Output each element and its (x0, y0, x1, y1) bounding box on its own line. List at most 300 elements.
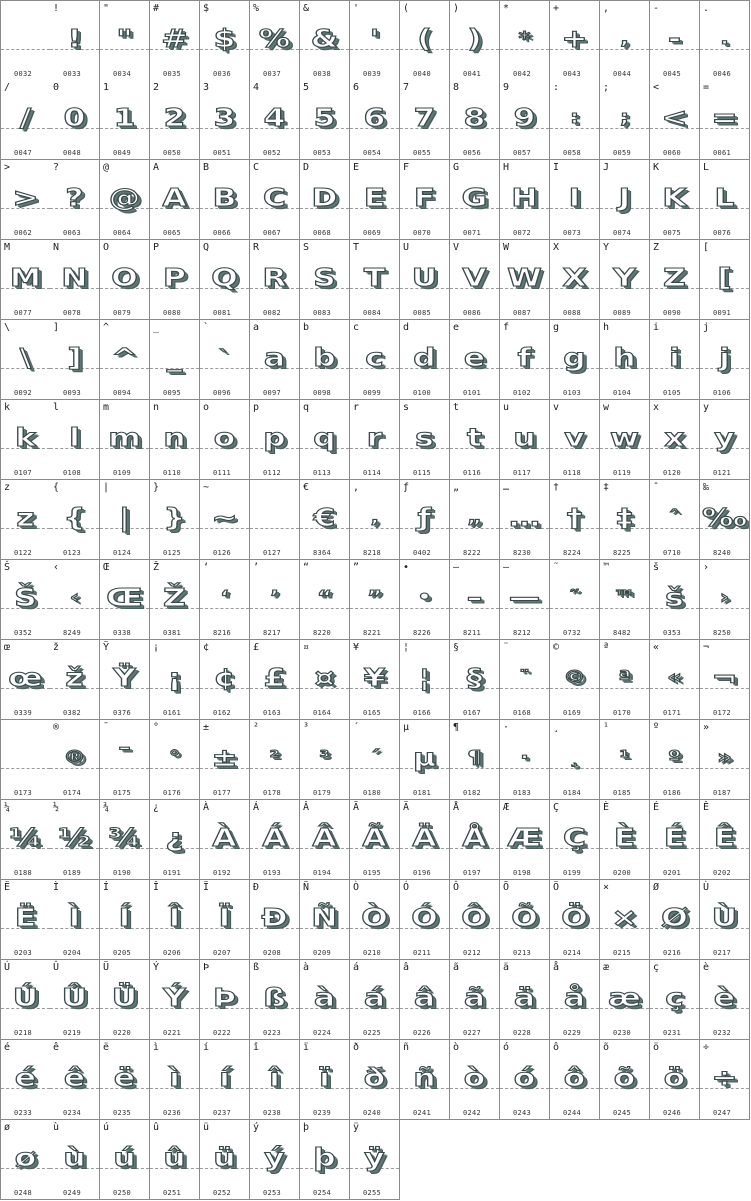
glyph-cell[interactable] (150, 80, 200, 160)
glyph-code: 0174 (63, 789, 82, 797)
glyph-cell[interactable] (100, 80, 150, 160)
glyph-cell[interactable] (500, 800, 550, 880)
glyph-cell[interactable] (450, 800, 500, 880)
glyph-cell[interactable] (450, 400, 500, 480)
glyph-cell[interactable] (400, 720, 450, 800)
glyph-code: 0060 (663, 149, 682, 157)
glyph-cell[interactable] (350, 640, 400, 720)
glyph-cell[interactable] (100, 800, 150, 880)
glyph-label: • (403, 562, 410, 573)
glyph-cell[interactable] (100, 880, 150, 960)
glyph-cell[interactable] (350, 480, 400, 560)
glyph-cell[interactable] (50, 560, 100, 640)
glyph-label: 5 (303, 82, 310, 93)
glyph-cell[interactable] (50, 640, 100, 720)
glyph-code: 0238 (263, 1109, 282, 1117)
glyph-code: 8222 (463, 549, 482, 557)
glyph-label: Ý (153, 962, 160, 973)
glyph-cell[interactable] (0, 1120, 51, 1200)
glyph-cell[interactable] (200, 560, 250, 640)
glyph-sample: ~ (211, 503, 238, 532)
glyph-sample: l (69, 423, 80, 452)
glyph-cell[interactable] (200, 960, 250, 1040)
glyph-cell[interactable] (300, 1040, 350, 1120)
glyph-cell[interactable] (650, 800, 700, 880)
glyph-sample: & (310, 24, 339, 53)
glyph-cell[interactable] (250, 240, 300, 320)
glyph-label: ¾ (103, 802, 110, 813)
glyph-cell[interactable] (500, 80, 550, 160)
glyph-label: = (703, 82, 710, 93)
glyph-cell[interactable] (150, 1040, 200, 1120)
glyph-cell[interactable] (250, 1040, 300, 1120)
glyph-cell[interactable] (450, 240, 500, 320)
glyph-sample: 0 (63, 103, 86, 132)
glyph-cell[interactable] (150, 480, 200, 560)
glyph-code: 0119 (613, 469, 632, 477)
glyph-cell[interactable] (450, 1040, 500, 1120)
glyph-code: 0250 (113, 1189, 132, 1197)
glyph-cell[interactable] (250, 320, 300, 400)
glyph-cell[interactable] (600, 240, 650, 320)
glyph-cell[interactable] (300, 880, 350, 960)
glyph-cell[interactable] (100, 320, 150, 400)
glyph-cell[interactable] (650, 320, 700, 400)
glyph-label: Î (153, 882, 160, 893)
glyph-cell[interactable] (700, 480, 750, 560)
glyph-label: N (53, 242, 60, 253)
glyph-cell[interactable] (150, 160, 200, 240)
glyph-cell[interactable] (400, 240, 450, 320)
glyph-label: ¨ (503, 642, 510, 653)
glyph-code: 0226 (413, 1029, 432, 1037)
glyph-cell[interactable] (50, 880, 100, 960)
glyph-cell[interactable] (50, 0, 100, 81)
glyph-code: 0202 (713, 869, 732, 877)
glyph-cell[interactable] (450, 160, 500, 240)
glyph-sample: M (9, 263, 42, 292)
glyph-label: 4 (253, 82, 260, 93)
glyph-cell[interactable] (300, 560, 350, 640)
glyph-label: { (53, 482, 60, 493)
glyph-cell[interactable] (250, 560, 300, 640)
glyph-cell[interactable] (350, 160, 400, 240)
glyph-cell[interactable] (0, 80, 51, 160)
glyph-cell[interactable] (150, 960, 200, 1040)
glyph-cell[interactable] (0, 1040, 51, 1120)
glyph-cell[interactable] (50, 320, 100, 400)
glyph-cell[interactable] (650, 1040, 700, 1120)
glyph-cell[interactable] (650, 400, 700, 480)
glyph-label: z (4, 482, 11, 493)
glyph-cell[interactable] (250, 640, 300, 720)
glyph-cell[interactable] (200, 720, 250, 800)
glyph-cell[interactable] (200, 1120, 250, 1200)
glyph-cell[interactable] (250, 80, 300, 160)
glyph-cell[interactable] (500, 560, 550, 640)
glyph-cell[interactable] (700, 720, 750, 800)
glyph-cell[interactable] (50, 1040, 100, 1120)
glyph-cell[interactable] (550, 240, 600, 320)
glyph-cell[interactable] (350, 0, 400, 81)
glyph-cell[interactable] (550, 160, 600, 240)
glyph-cell[interactable] (0, 160, 51, 240)
glyph-label: q (303, 402, 310, 413)
glyph-label: # (153, 3, 160, 14)
glyph-code: 0188 (14, 869, 33, 877)
glyph-label: ± (203, 722, 210, 733)
glyph-label: G (453, 162, 460, 173)
glyph-cell[interactable] (600, 640, 650, 720)
glyph-label: º (653, 722, 660, 733)
glyph-cell[interactable] (500, 960, 550, 1040)
glyph-cell[interactable] (250, 400, 300, 480)
glyph-cell[interactable] (650, 240, 700, 320)
glyph-cell[interactable] (350, 240, 400, 320)
glyph-cell[interactable] (50, 1120, 100, 1200)
glyph-sample: } (163, 503, 186, 532)
glyph-cell[interactable] (700, 320, 750, 400)
glyph-cell[interactable] (250, 160, 300, 240)
glyph-code: 0036 (213, 70, 232, 78)
glyph-cell[interactable] (500, 0, 550, 81)
glyph-cell[interactable] (500, 480, 550, 560)
glyph-label: 1 (103, 82, 110, 93)
glyph-cell[interactable] (550, 960, 600, 1040)
glyph-cell[interactable] (400, 560, 450, 640)
glyph-cell[interactable] (600, 560, 650, 640)
glyph-sample: n (163, 423, 186, 452)
glyph-cell[interactable] (250, 720, 300, 800)
glyph-cell[interactable] (450, 880, 500, 960)
glyph-cell[interactable] (100, 160, 150, 240)
glyph-cell[interactable] (300, 240, 350, 320)
glyph-cell[interactable] (250, 0, 300, 81)
glyph-cell[interactable] (0, 0, 51, 81)
glyph-label: _ (153, 322, 160, 333)
glyph-code: 8221 (363, 629, 382, 637)
glyph-cell[interactable] (650, 880, 700, 960)
glyph-cell[interactable] (700, 800, 750, 880)
glyph-cell[interactable] (100, 240, 150, 320)
glyph-cell[interactable] (200, 400, 250, 480)
glyph-cell[interactable] (350, 80, 400, 160)
glyph-cell[interactable] (100, 560, 150, 640)
glyph-cell[interactable] (50, 720, 100, 800)
glyph-cell[interactable] (50, 400, 100, 480)
glyph-cell[interactable] (250, 800, 300, 880)
glyph-cell[interactable] (600, 160, 650, 240)
glyph-code: 0382 (63, 709, 82, 717)
glyph-cell[interactable] (150, 1120, 200, 1200)
glyph-cell[interactable] (100, 1040, 150, 1120)
glyph-cell[interactable] (500, 880, 550, 960)
glyph-cell[interactable] (600, 800, 650, 880)
glyph-cell[interactable] (700, 80, 750, 160)
glyph-code: 0197 (463, 869, 482, 877)
glyph-cell[interactable] (300, 80, 350, 160)
glyph-sample: ß (263, 983, 286, 1012)
glyph-cell[interactable] (700, 400, 750, 480)
glyph-cell[interactable] (0, 480, 51, 560)
glyph-cell[interactable] (450, 960, 500, 1040)
glyph-cell[interactable] (550, 400, 600, 480)
glyph-cell[interactable] (700, 640, 750, 720)
glyph-code: 0247 (713, 1109, 732, 1117)
glyph-cell[interactable] (150, 0, 200, 81)
glyph-label: € (303, 482, 310, 493)
glyph-cell[interactable] (200, 800, 250, 880)
glyph-code: 0035 (163, 70, 182, 78)
glyph-cell[interactable] (150, 800, 200, 880)
glyph-cell[interactable] (400, 800, 450, 880)
glyph-cell[interactable] (350, 560, 400, 640)
glyph-cell[interactable] (300, 320, 350, 400)
glyph-code: 0105 (663, 389, 682, 397)
glyph-cell[interactable] (400, 400, 450, 480)
glyph-cell[interactable] (100, 960, 150, 1040)
glyph-cell[interactable] (0, 720, 51, 800)
glyph-cell[interactable] (500, 720, 550, 800)
glyph-sample: Ó (411, 903, 438, 932)
glyph-cell[interactable] (500, 640, 550, 720)
glyph-cell[interactable] (300, 0, 350, 81)
glyph-cell[interactable] (350, 720, 400, 800)
glyph-sample: è (713, 983, 736, 1012)
glyph-cell[interactable] (550, 480, 600, 560)
glyph-cell[interactable] (150, 720, 200, 800)
glyph-cell[interactable] (450, 640, 500, 720)
glyph-cell[interactable] (600, 880, 650, 960)
glyph-cell[interactable] (350, 800, 400, 880)
glyph-cell[interactable] (300, 160, 350, 240)
glyph-cell[interactable] (550, 80, 600, 160)
glyph-cell[interactable] (350, 880, 400, 960)
glyph-cell[interactable] (250, 880, 300, 960)
glyph-cell[interactable] (600, 720, 650, 800)
glyph-cell[interactable] (150, 400, 200, 480)
glyph-cell[interactable] (400, 640, 450, 720)
glyph-label: " (103, 3, 110, 14)
glyph-sample: @ (108, 183, 141, 212)
glyph-cell[interactable] (600, 320, 650, 400)
glyph-cell[interactable] (200, 880, 250, 960)
glyph-cell[interactable] (450, 720, 500, 800)
glyph-cell[interactable] (150, 320, 200, 400)
glyph-cell[interactable] (400, 160, 450, 240)
glyph-cell[interactable] (650, 720, 700, 800)
glyph-cell[interactable] (150, 240, 200, 320)
glyph-cell[interactable] (550, 1040, 600, 1120)
glyph-cell[interactable] (250, 1120, 300, 1200)
glyph-cell[interactable] (550, 560, 600, 640)
glyph-cell[interactable] (150, 640, 200, 720)
glyph-cell[interactable] (150, 880, 200, 960)
glyph-code: 0228 (513, 1029, 532, 1037)
glyph-code: 0244 (563, 1109, 582, 1117)
glyph-sample: Õ (511, 903, 538, 932)
glyph-cell[interactable] (150, 560, 200, 640)
glyph-cell[interactable] (500, 240, 550, 320)
glyph-cell[interactable] (250, 960, 300, 1040)
glyph-cell[interactable] (0, 560, 51, 640)
glyph-cell[interactable] (50, 960, 100, 1040)
glyph-cell[interactable] (700, 960, 750, 1040)
glyph-cell[interactable] (200, 640, 250, 720)
glyph-cell[interactable] (550, 640, 600, 720)
glyph-cell[interactable] (0, 400, 51, 480)
glyph-label: þ (303, 1122, 310, 1133)
glyph-cell[interactable] (550, 320, 600, 400)
glyph-cell[interactable] (400, 1040, 450, 1120)
glyph-cell[interactable] (100, 640, 150, 720)
glyph-label: ð (353, 1042, 360, 1053)
glyph-label: X (553, 242, 560, 253)
glyph-label: Š (4, 562, 11, 573)
glyph-cell[interactable] (350, 1040, 400, 1120)
glyph-cell[interactable] (200, 80, 250, 160)
glyph-cell[interactable] (350, 1120, 400, 1200)
glyph-cell[interactable] (700, 1040, 750, 1120)
glyph-cell[interactable] (100, 400, 150, 480)
glyph-label: p (253, 402, 260, 413)
glyph-cell[interactable] (600, 400, 650, 480)
glyph-sample: º (668, 747, 681, 768)
glyph-label: r (353, 402, 360, 413)
glyph-cell[interactable] (200, 160, 250, 240)
glyph-sample: = (711, 103, 738, 132)
glyph-label: 2 (153, 82, 160, 93)
glyph-label: Ò (353, 882, 360, 893)
glyph-cell[interactable] (500, 320, 550, 400)
glyph-sample: Ü (111, 983, 138, 1012)
glyph-cell[interactable] (500, 1040, 550, 1120)
glyph-sample: “ (317, 587, 332, 608)
glyph-cell[interactable] (200, 1040, 250, 1120)
glyph-sample: … (508, 503, 541, 532)
glyph-cell[interactable] (650, 80, 700, 160)
glyph-sample: - (667, 24, 681, 53)
glyph-cell[interactable] (600, 960, 650, 1040)
glyph-cell[interactable] (650, 480, 700, 560)
glyph-code: 0208 (263, 949, 282, 957)
glyph-code: 0061 (713, 149, 732, 157)
glyph-cell[interactable] (600, 0, 650, 81)
glyph-cell[interactable] (100, 720, 150, 800)
glyph-cell[interactable] (400, 80, 450, 160)
glyph-label: b (303, 322, 310, 333)
glyph-cell[interactable] (300, 800, 350, 880)
glyph-label: ù (53, 1122, 60, 1133)
glyph-cell[interactable] (550, 0, 600, 81)
glyph-cell[interactable] (100, 480, 150, 560)
glyph-cell[interactable] (100, 1120, 150, 1200)
glyph-cell[interactable] (700, 160, 750, 240)
glyph-cell[interactable] (50, 160, 100, 240)
glyph-sample: € (313, 503, 336, 532)
glyph-cell[interactable] (550, 800, 600, 880)
glyph-code: 0052 (263, 149, 282, 157)
glyph-cell[interactable] (0, 960, 51, 1040)
glyph-cell[interactable] (200, 240, 250, 320)
glyph-cell[interactable] (0, 240, 51, 320)
glyph-cell[interactable] (0, 800, 51, 880)
glyph-cell[interactable] (350, 960, 400, 1040)
glyph-cell[interactable] (350, 400, 400, 480)
glyph-cell[interactable] (0, 320, 51, 400)
glyph-cell[interactable] (400, 480, 450, 560)
glyph-cell[interactable] (350, 320, 400, 400)
glyph-cell[interactable] (650, 960, 700, 1040)
glyph-cell[interactable] (500, 400, 550, 480)
glyph-cell[interactable] (400, 960, 450, 1040)
glyph-code: 0056 (463, 149, 482, 157)
glyph-label: @ (103, 162, 110, 173)
glyph-cell[interactable] (0, 640, 51, 720)
glyph-cell[interactable] (450, 0, 500, 81)
glyph-sample: ø (14, 1143, 37, 1172)
glyph-cell[interactable] (600, 1040, 650, 1120)
glyph-cell[interactable] (100, 0, 150, 81)
glyph-cell[interactable] (650, 0, 700, 81)
glyph-cell[interactable] (200, 320, 250, 400)
glyph-cell[interactable] (550, 880, 600, 960)
glyph-cell[interactable] (550, 720, 600, 800)
glyph-code: 0338 (113, 629, 132, 637)
glyph-cell[interactable] (400, 320, 450, 400)
glyph-cell[interactable] (300, 720, 350, 800)
glyph-cell[interactable] (50, 800, 100, 880)
glyph-cell[interactable] (650, 640, 700, 720)
glyph-cell[interactable] (700, 240, 750, 320)
glyph-sample: b (313, 343, 336, 372)
glyph-cell[interactable] (50, 480, 100, 560)
glyph-cell[interactable] (650, 160, 700, 240)
glyph-cell[interactable] (300, 960, 350, 1040)
glyph-sample: X (562, 263, 587, 292)
glyph-cell[interactable] (300, 400, 350, 480)
glyph-cell[interactable] (50, 80, 100, 160)
glyph-cell[interactable] (300, 1120, 350, 1200)
glyph-cell[interactable] (50, 240, 100, 320)
glyph-label: w (603, 402, 610, 413)
glyph-cell[interactable] (450, 320, 500, 400)
glyph-cell[interactable] (500, 160, 550, 240)
glyph-label: à (303, 962, 310, 973)
glyph-label: ó (503, 1042, 510, 1053)
glyph-cell[interactable] (300, 640, 350, 720)
glyph-cell[interactable] (300, 480, 350, 560)
glyph-cell[interactable] (450, 80, 500, 160)
glyph-cell[interactable] (700, 560, 750, 640)
glyph-cell[interactable] (600, 480, 650, 560)
glyph-cell[interactable] (200, 480, 250, 560)
glyph-cell[interactable] (450, 560, 500, 640)
glyph-cell[interactable] (700, 880, 750, 960)
glyph-sample: w (610, 423, 639, 452)
glyph-label: V (453, 242, 460, 253)
glyph-cell[interactable] (700, 0, 750, 81)
glyph-cell[interactable] (600, 80, 650, 160)
glyph-cell[interactable] (200, 0, 250, 81)
glyph-cell[interactable] (400, 0, 450, 81)
glyph-cell[interactable] (250, 480, 300, 560)
glyph-cell[interactable] (0, 880, 51, 960)
glyph-cell[interactable] (450, 480, 500, 560)
glyph-cell[interactable] (650, 560, 700, 640)
glyph-cell[interactable] (400, 880, 450, 960)
glyph-sample: ‘ (220, 587, 229, 608)
